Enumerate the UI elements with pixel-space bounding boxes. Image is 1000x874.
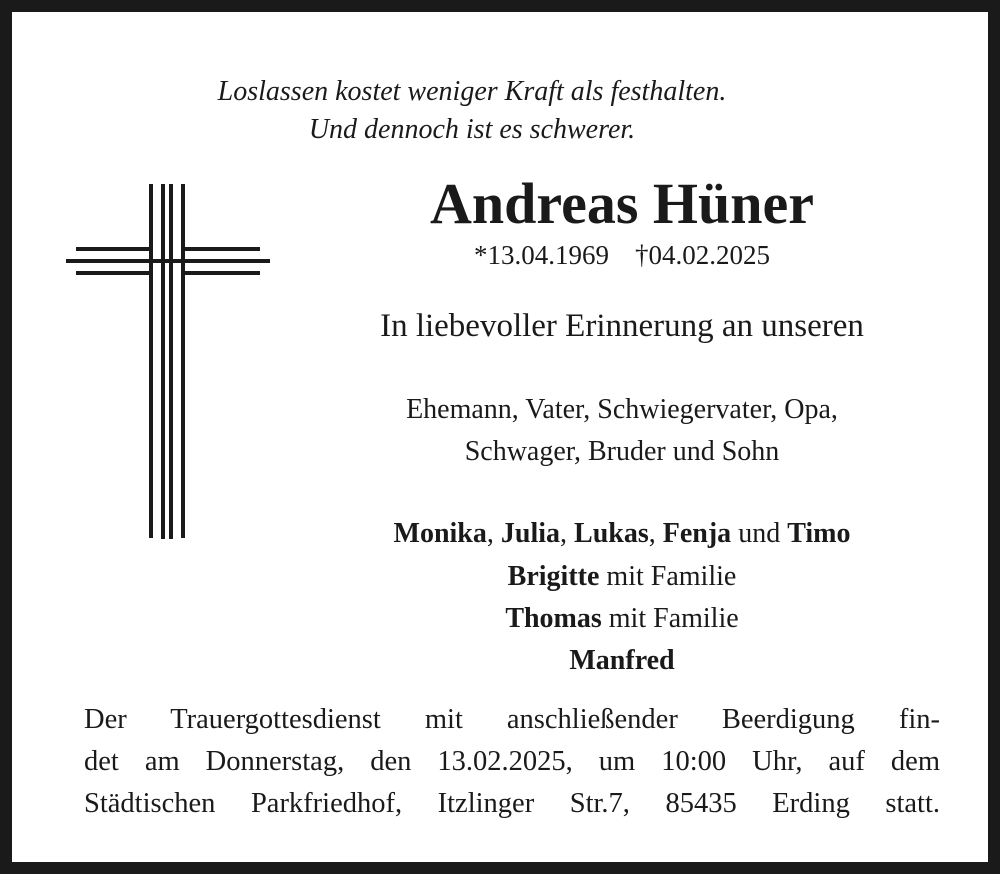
mourners-line-1 bbox=[262, 520, 982, 548]
mourner-name: Thomas bbox=[505, 603, 602, 634]
mourners-line-4 bbox=[262, 647, 982, 675]
separator: , bbox=[486, 518, 501, 549]
mourners-line-2 bbox=[262, 563, 982, 591]
separator: und bbox=[731, 518, 788, 549]
service-line-2: det am Donnerstag, den 13.02.2025, um 10:00 Uhr, auf dem bbox=[84, 746, 940, 777]
mourner-suffix: mit Familie bbox=[601, 603, 739, 634]
relation-line-1: Ehemann, Vater, Schwiegervater, Opa, bbox=[406, 394, 838, 425]
mourner-name: Timo bbox=[787, 518, 851, 549]
birth-date: *13.04.1969 bbox=[474, 240, 609, 270]
service-line-3: Städtischen Parkfriedhof, Itzlinger Str.7, 85435 Erding statt. bbox=[84, 788, 940, 819]
mourner-name: Fenja bbox=[662, 518, 732, 549]
mourner-name: Monika bbox=[393, 518, 487, 549]
cross-icon bbox=[12, 12, 292, 552]
motto-line-1: Loslassen kostet weniger Kraft als festhalten. bbox=[217, 76, 727, 107]
mourner-name: Julia bbox=[500, 518, 561, 549]
deceased-name: Andreas Hüner bbox=[429, 171, 815, 236]
separator: , bbox=[560, 518, 575, 549]
relation-line-2: Schwager, Bruder und Sohn bbox=[464, 436, 780, 467]
mourner-name: Brigitte bbox=[507, 561, 600, 592]
mourner-name: Manfred bbox=[569, 645, 675, 676]
life-dates bbox=[322, 242, 922, 269]
mourner-name: Lukas bbox=[574, 518, 649, 549]
service-line-1: Der Trauergottesdienst mit anschließender Beerdigung fin- bbox=[84, 704, 940, 735]
intro-text: In liebevoller Erinnerung an unseren bbox=[380, 308, 864, 344]
mourner-suffix: mit Familie bbox=[599, 561, 737, 592]
mourners-line-3 bbox=[262, 605, 982, 633]
death-date: †04.02.2025 bbox=[635, 240, 770, 270]
separator: , bbox=[648, 518, 663, 549]
motto-line-2: Und dennoch ist es schwerer. bbox=[308, 114, 636, 145]
